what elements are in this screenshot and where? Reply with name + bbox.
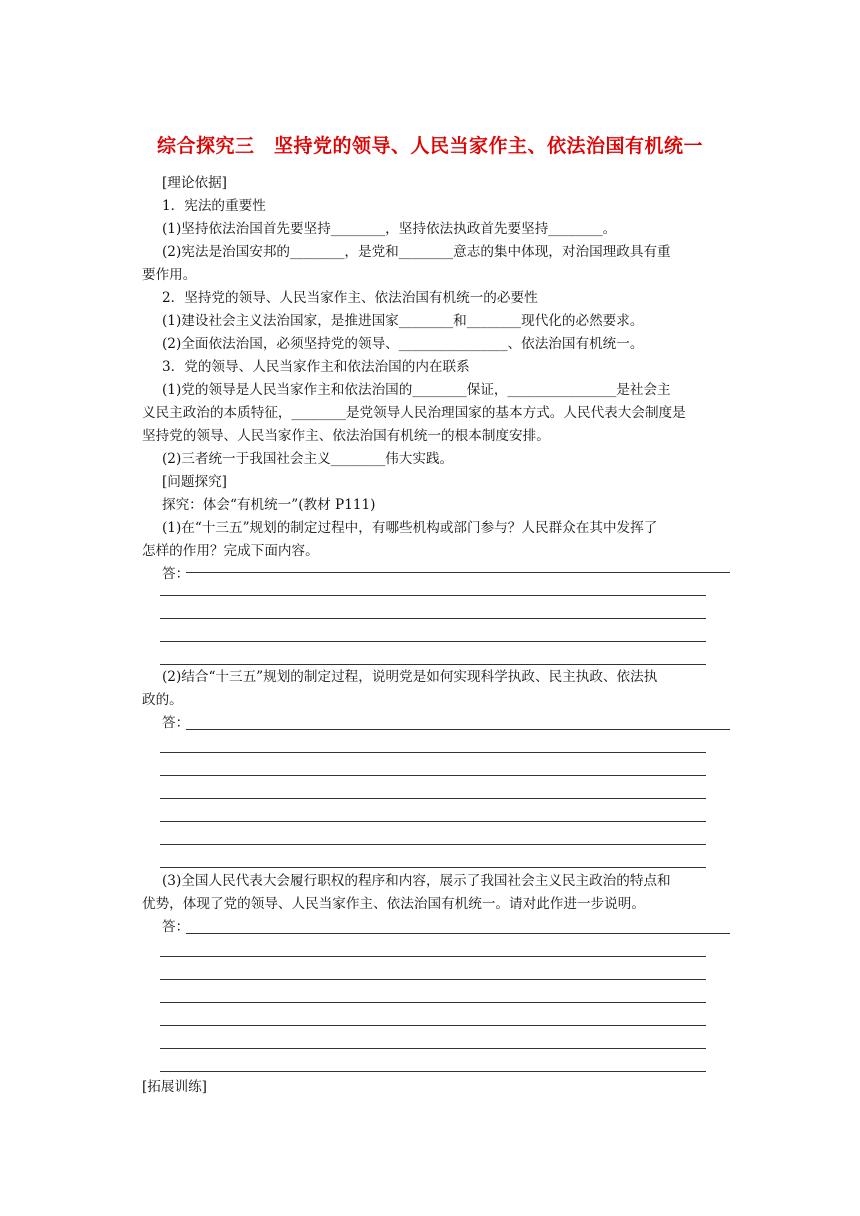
answer-line[interactable] <box>160 1071 706 1072</box>
answer-line[interactable] <box>160 664 706 665</box>
theory-heading: [理论依据] <box>162 175 227 191</box>
question-1: (1)在“十三五”规划的制定过程中，有哪些机构或部门参与？人民群众在其中发挥了 <box>162 520 658 536</box>
question-3-cont: 优势，体现了党的领导、人民当家作主、依法治国有机统一。请对此作进一步说明。 <box>142 896 645 912</box>
question-3: (3)全国人民代表大会履行职权的程序和内容，展示了我国社会主义民主政治的特点和 <box>162 873 671 889</box>
item3-1-text-cont2: 坚持党的领导、人民当家作主、依法治国有机统一的根本制度安排。 <box>142 428 550 444</box>
answer-line[interactable] <box>186 933 730 934</box>
answer-line[interactable] <box>160 821 706 822</box>
answer-label-1: 答： <box>162 566 190 582</box>
item1-2-text: (2)宪法是治国安邦的________，是党和________意志的集中体现，对治国理政具有重 <box>162 244 671 260</box>
item3-1-text: (1)党的领导是人民当家作主和依法治国的________保证，________________是社会主 <box>162 382 671 398</box>
item1-2-text-cont: 要作用。 <box>142 267 197 283</box>
answer-line[interactable] <box>160 1002 706 1003</box>
item2-2-text: (2)全面依法治国，必须坚持党的领导、________________、依法治国有机统一。 <box>162 336 644 352</box>
answer-line[interactable] <box>160 1025 706 1026</box>
answer-line[interactable] <box>160 867 706 868</box>
item1-1-text: (1)坚持依法治国首先要坚持________，坚持依法执政首先要坚持________。 <box>162 221 617 237</box>
answer-line[interactable] <box>160 618 706 619</box>
document-title: 综合探究三 坚持党的领导、人民当家作主、依法治国有机统一 <box>156 135 703 157</box>
item3-2-text: (2)三者统一于我国社会主义________伟大实践。 <box>162 451 454 467</box>
answer-line[interactable] <box>160 798 706 799</box>
answer-line[interactable] <box>160 595 706 596</box>
inquiry-heading: [问题探究] <box>162 474 227 490</box>
answer-label-3: 答： <box>162 919 190 935</box>
item1-heading: 1．宪法的重要性 <box>162 198 266 214</box>
answer-line[interactable] <box>160 752 706 753</box>
inquiry-title: 探究：体会“有机统一”(教材 P111) <box>162 497 376 513</box>
answer-line[interactable] <box>160 956 706 957</box>
answer-line[interactable] <box>160 641 706 642</box>
question-2-cont: 政的。 <box>142 692 183 708</box>
answer-line[interactable] <box>160 775 706 776</box>
question-1-cont: 怎样的作用？完成下面内容。 <box>142 543 319 559</box>
answer-line[interactable] <box>186 572 730 573</box>
answer-line[interactable] <box>160 979 706 980</box>
question-2: (2)结合“十三五”规划的制定过程，说明党是如何实现科学执政、民主执政、依法执 <box>162 669 658 685</box>
answer-line[interactable] <box>160 844 706 845</box>
answer-line[interactable] <box>160 1048 706 1049</box>
item2-heading: 2．坚持党的领导、人民当家作主、依法治国有机统一的必要性 <box>162 290 538 306</box>
answer-label-2: 答： <box>162 715 190 731</box>
item2-1-text: (1)建设社会主义法治国家，是推进国家________和________现代化的必然要求。 <box>162 313 644 329</box>
extension-heading: [拓展训练] <box>142 1079 207 1095</box>
item3-heading: 3．党的领导、人民当家作主和依法治国的内在联系 <box>162 359 470 375</box>
item3-1-text-cont1: 义民主政治的本质特征，________是党领导人民治理国家的基本方式。人民代表大会制度是 <box>142 405 686 421</box>
answer-line[interactable] <box>186 729 730 730</box>
